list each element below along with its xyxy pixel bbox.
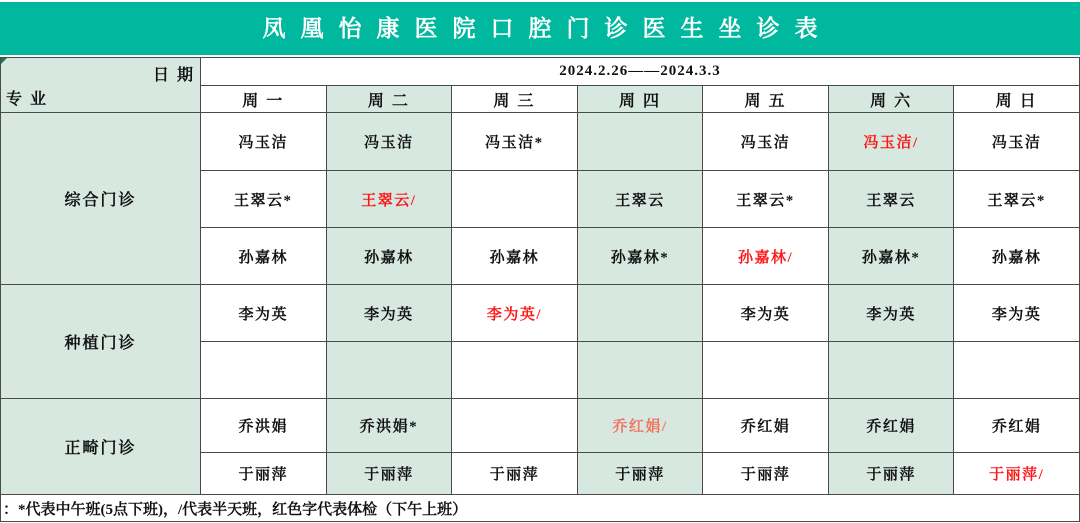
schedule-cell: 乔洪娟* <box>326 399 452 453</box>
schedule-cell: 孙嘉林 <box>452 228 578 285</box>
date-label: 日 期 <box>152 67 193 84</box>
weekday-header-3: 周 三 <box>452 86 578 113</box>
schedule-cell: 王翠云 <box>828 171 954 228</box>
section-label-general-clinic: 综合门诊 <box>1 113 201 285</box>
weekday-header-4: 周 四 <box>577 86 703 113</box>
date-specialty-header-cell <box>1 58 201 113</box>
date-range: 2024.2.26——2024.3.3 <box>201 58 1080 86</box>
schedule-cell: 冯玉洁 <box>326 113 452 171</box>
date-header-row <box>1 58 1080 86</box>
schedule-cell <box>703 342 829 399</box>
schedule-cell: 于丽萍 <box>326 453 452 495</box>
schedule-row <box>1 285 1080 342</box>
schedule-cell: 孙嘉林* <box>828 228 954 285</box>
schedule-cell: 王翠云/ <box>326 171 452 228</box>
schedule-cell: 孙嘉林 <box>954 228 1080 285</box>
weekday-header-6: 周 六 <box>828 86 954 113</box>
schedule-cell: 乔红娟/ <box>577 399 703 453</box>
schedule-cell: 冯玉洁 <box>201 113 327 171</box>
schedule-cell <box>201 342 327 399</box>
schedule-cell: 于丽萍 <box>201 453 327 495</box>
schedule-cell: 冯玉洁* <box>452 113 578 171</box>
weekday-header-2: 周 二 <box>326 86 452 113</box>
section-label-orthodontics-clinic: 正畸门诊 <box>1 399 201 495</box>
schedule-cell <box>954 342 1080 399</box>
schedule-cell: 于丽萍 <box>703 453 829 495</box>
schedule-cell: 孙嘉林 <box>326 228 452 285</box>
schedule-cell: 李为英 <box>828 285 954 342</box>
schedule-cell: 乔洪娟 <box>201 399 327 453</box>
schedule-cell: 于丽萍/ <box>954 453 1080 495</box>
schedule-cell <box>577 113 703 171</box>
schedule-cell: 孙嘉林 <box>201 228 327 285</box>
schedule-cell: 冯玉洁 <box>703 113 829 171</box>
schedule-sheet <box>0 2 1080 523</box>
weekday-header-5: 周 五 <box>703 86 829 113</box>
page-title: 凤凰怡康医院口腔门诊医生坐诊表 <box>0 2 1080 55</box>
schedule-cell: 李为英/ <box>452 285 578 342</box>
section-label-implant-clinic: 种植门诊 <box>1 285 201 399</box>
schedule-cell: 孙嘉林* <box>577 228 703 285</box>
footer-note: ：*代表中午班(5点下班)，/代表半天班，红色字代表体检（下午上班） <box>1 495 1080 522</box>
schedule-cell <box>577 285 703 342</box>
schedule-cell <box>452 399 578 453</box>
footer-row <box>1 495 1080 522</box>
schedule-cell: 冯玉洁/ <box>828 113 954 171</box>
schedule-cell: 于丽萍 <box>452 453 578 495</box>
schedule-cell <box>452 342 578 399</box>
weekday-header-1: 周 一 <box>201 86 327 113</box>
schedule-cell <box>452 171 578 228</box>
schedule-cell: 李为英 <box>954 285 1080 342</box>
schedule-cell: 王翠云* <box>954 171 1080 228</box>
schedule-cell: 王翠云* <box>201 171 327 228</box>
schedule-cell: 乔红娟 <box>828 399 954 453</box>
schedule-cell: 孙嘉林/ <box>703 228 829 285</box>
specialty-label: 专 业 <box>6 91 47 108</box>
weekday-header-7: 周 日 <box>954 86 1080 113</box>
schedule-cell: 李为英 <box>326 285 452 342</box>
schedule-cell <box>577 342 703 399</box>
schedule-row <box>1 113 1080 171</box>
schedule-cell: 于丽萍 <box>828 453 954 495</box>
schedule-cell <box>326 342 452 399</box>
schedule-cell: 冯玉洁 <box>954 113 1080 171</box>
schedule-table <box>0 57 1080 522</box>
schedule-cell: 乔红娟 <box>703 399 829 453</box>
schedule-cell: 王翠云 <box>577 171 703 228</box>
schedule-cell: 于丽萍 <box>577 453 703 495</box>
schedule-row <box>1 399 1080 453</box>
schedule-cell: 李为英 <box>201 285 327 342</box>
cell-corner-marker-icon <box>1 58 7 64</box>
schedule-cell: 王翠云* <box>703 171 829 228</box>
schedule-cell: 乔红娟 <box>954 399 1080 453</box>
schedule-cell: 李为英 <box>703 285 829 342</box>
schedule-cell <box>828 342 954 399</box>
